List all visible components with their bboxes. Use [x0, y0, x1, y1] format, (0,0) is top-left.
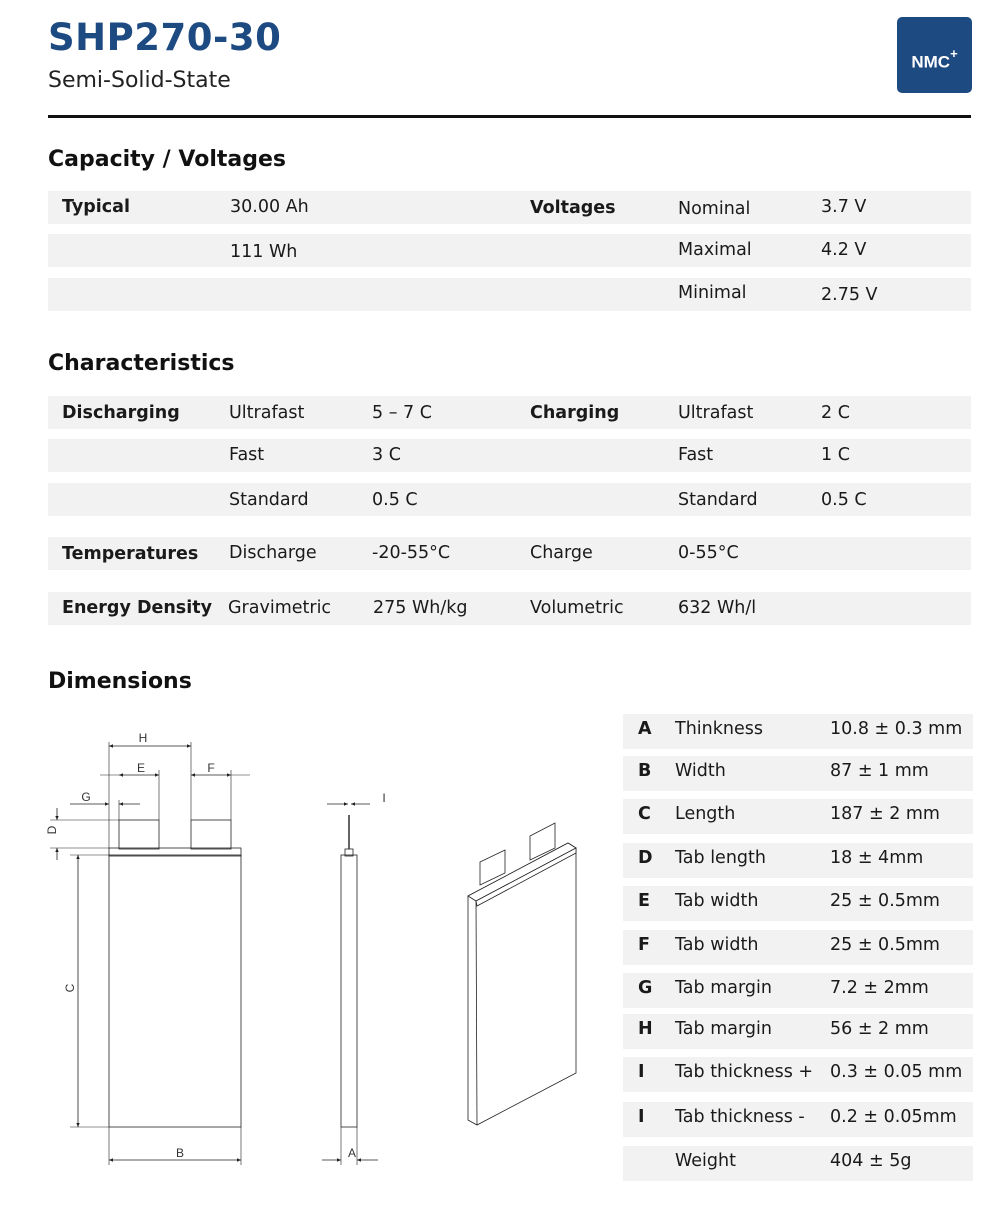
dimension-label: Tab width: [675, 891, 759, 911]
temperature-charge-value: 0-55°C: [678, 543, 739, 563]
page-subtitle: Semi-Solid-State: [48, 68, 231, 93]
characteristics-section-title: Characteristics: [48, 351, 235, 376]
charge-ultrafast-label: Ultrafast: [678, 403, 754, 423]
charging-label: Charging: [530, 403, 620, 423]
dimension-letter: G: [638, 978, 653, 998]
capacity-section-title: Capacity / Voltages: [48, 147, 286, 172]
typical-capacity-value: 30.00 Ah: [230, 197, 309, 217]
dimension-value: 18 ± 4mm: [830, 848, 924, 868]
dimension-value: 187 ± 2 mm: [830, 804, 940, 824]
dimension-value: 0.2 ± 0.05mm: [830, 1107, 957, 1127]
discharge-fast-value: 3 C: [372, 445, 401, 465]
discharge-standard-label: Standard: [229, 490, 309, 510]
voltage-minimal-label: Minimal: [678, 283, 747, 303]
voltage-maximal-label: Maximal: [678, 240, 752, 260]
dimension-value: 7.2 ± 2mm: [830, 978, 929, 998]
dimension-letter: I: [638, 1062, 645, 1082]
temperature-discharge-label: Discharge: [229, 543, 317, 563]
dimensions-section-title: Dimensions: [48, 669, 192, 694]
dimension-label: Tab thickness -: [675, 1107, 805, 1127]
dimension-label: Weight: [675, 1151, 736, 1171]
isometric-view-drawing: [468, 823, 576, 1125]
dimension-value: 25 ± 0.5mm: [830, 935, 940, 955]
drawing-label-d: D: [45, 825, 59, 835]
dimension-letter: D: [638, 848, 653, 868]
charge-ultrafast-value: 2 C: [821, 403, 850, 423]
drawing-label-e: E: [136, 761, 146, 775]
dimension-letter: I: [638, 1107, 645, 1127]
drawing-label-f: F: [207, 761, 215, 775]
dimension-letter: E: [638, 891, 650, 911]
discharging-label: Discharging: [62, 403, 180, 423]
drawing-label-a: A: [347, 1146, 357, 1160]
energy-density-label: Energy Density: [62, 598, 212, 618]
front-view-drawing: [50, 742, 250, 1165]
discharge-ultrafast-value: 5 – 7 C: [372, 403, 432, 423]
dimension-value: 0.3 ± 0.05 mm: [830, 1062, 963, 1082]
dimension-value: 25 ± 0.5mm: [830, 891, 940, 911]
drawing-label-b: B: [175, 1146, 185, 1160]
dimension-label: Tab length: [675, 848, 766, 868]
side-view-drawing: [322, 804, 378, 1165]
volumetric-label: Volumetric: [530, 598, 624, 618]
drawing-label-i: I: [382, 791, 386, 805]
dimension-letter: H: [638, 1019, 653, 1039]
gravimetric-value: 275 Wh/kg: [373, 598, 468, 618]
dimension-label: Tab margin: [675, 978, 772, 998]
dimension-label: Thinkness: [675, 719, 763, 739]
typical-energy-value: 111 Wh: [230, 242, 298, 262]
drawing-label-g: G: [81, 790, 91, 804]
discharge-ultrafast-label: Ultrafast: [229, 403, 305, 423]
voltage-nominal-label: Nominal: [678, 199, 751, 219]
drawing-label-c: C: [63, 983, 77, 993]
dimension-value: 87 ± 1 mm: [830, 761, 929, 781]
temperature-discharge-value: -20-55°C: [372, 543, 451, 563]
discharge-fast-label: Fast: [229, 445, 265, 465]
dimension-value: 56 ± 2 mm: [830, 1019, 929, 1039]
charge-fast-label: Fast: [678, 445, 714, 465]
page-title: SHP270-30: [48, 16, 282, 59]
dimension-label: Tab width: [675, 935, 759, 955]
voltage-maximal-value: 4.2 V: [821, 240, 867, 260]
dimension-label: Width: [675, 761, 726, 781]
gravimetric-label: Gravimetric: [228, 598, 332, 618]
voltages-label: Voltages: [530, 198, 616, 218]
discharge-standard-value: 0.5 C: [372, 490, 418, 510]
dimension-label: Tab margin: [675, 1019, 772, 1039]
dimension-label: Tab thickness +: [675, 1062, 814, 1082]
dimension-letter: F: [638, 935, 650, 955]
voltage-nominal-value: 3.7 V: [821, 197, 867, 217]
temperature-charge-label: Charge: [530, 543, 593, 563]
drawing-label-h: H: [138, 731, 148, 745]
volumetric-value: 632 Wh/l: [678, 598, 757, 618]
dimension-label: Length: [675, 804, 736, 824]
badge-superscript: +: [950, 46, 958, 61]
dimension-letter: C: [638, 804, 651, 824]
typical-label: Typical: [62, 197, 130, 217]
charge-standard-value: 0.5 C: [821, 490, 867, 510]
dimension-value: 404 ± 5g: [830, 1151, 912, 1171]
dimension-letter: A: [638, 719, 652, 739]
voltage-minimal-value: 2.75 V: [821, 285, 878, 305]
charge-standard-label: Standard: [678, 490, 758, 510]
dimension-value: 10.8 ± 0.3 mm: [830, 719, 963, 739]
charge-fast-value: 1 C: [821, 445, 850, 465]
badge-text: NMC: [911, 52, 951, 72]
temperatures-label: Temperatures: [62, 544, 199, 564]
dimension-letter: B: [638, 761, 652, 781]
